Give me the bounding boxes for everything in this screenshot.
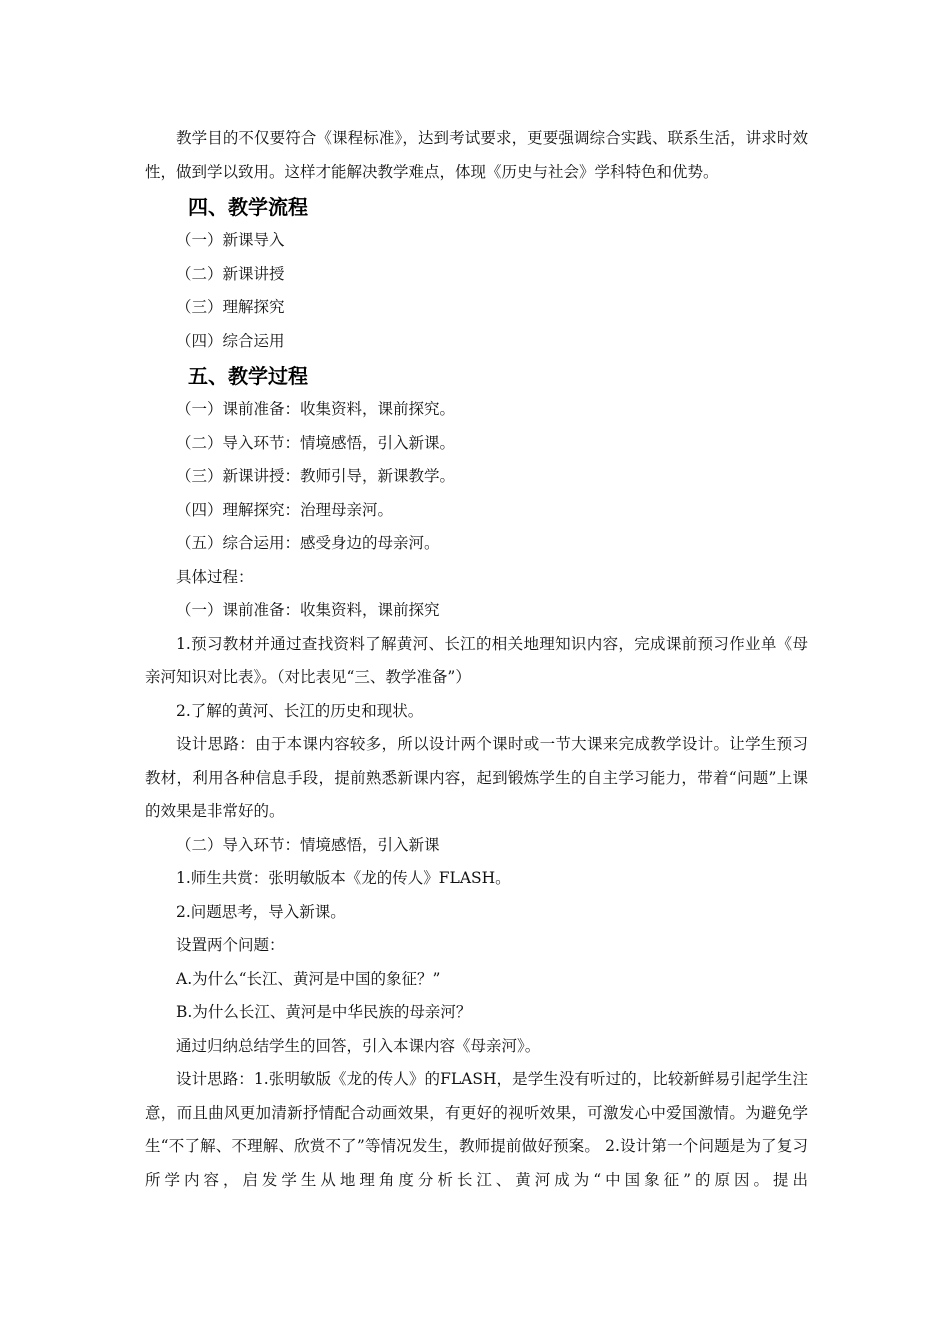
flow-item-4: （四）综合运用 [176, 331, 285, 350]
flow-item-3: （三）理解探究 [176, 298, 285, 316]
question-a: A.为什么“长江、黄河是中国的象征？” [176, 969, 441, 988]
part-2-design-note: 设计思路：1.张明敏版《龙的传人》的FLASH，是学生没有听过的，比较新鲜易引起学生注意，而且曲风更加清新抒情配合动画效果，有更好的视听效果，可激发心中爱国激情。为避免学生“不了解、不理解、欣赏不了”等情况发生，教师提前做好预案。 2.设计第一个问题是为了复习所学内容，启发学生从地理角度分析长江、黄河成为“中国象征”的原因。提出 [145, 1070, 808, 1189]
part-1-design-note: 设计思路：由于本课内容较多，所以设计两个课时或一节大课来完成教学设计。让学生预习教材，利用各种信息手段，提前熟悉新课内容，起到锻炼学生的自主学习能力，带着“问题”上课的效果是非常好的。 [145, 735, 808, 820]
part-2-title: （二）导入环节：情境感悟，引入新课 [176, 835, 440, 854]
part-2-paragraph-1: 1.师生共赏：张明敏版本《龙的传人》FLASH。 [176, 869, 511, 887]
process-item-1: （一）课前准备：收集资料，课前探究。 [176, 400, 456, 418]
section-4-heading: 四、教学流程 [188, 195, 308, 219]
process-item-2: （二）导入环节：情境感悟，引入新课。 [176, 433, 456, 452]
process-item-4: （四）理解探究：治理母亲河。 [176, 500, 394, 519]
part-2-paragraph-3: 设置两个问题： [176, 936, 285, 954]
part-2-paragraph-4: 通过归纳总结学生的回答，引入本课内容《母亲河》。 [176, 1036, 541, 1055]
process-item-3: （三）新课讲授：教师引导，新课教学。 [176, 467, 456, 485]
intro-paragraph: 教学目的不仅要符合《课程标准》，达到考试要求，更要强调综合实践、联系生活，讲求时效性，做到学以致用。这样才能解决教学难点，体现《历史与社会》学科特色和优势。 [145, 129, 808, 181]
document-body [145, 122, 808, 1197]
section-5-heading: 五、教学过程 [188, 364, 308, 388]
part-1-paragraph-1: 1.预习教材并通过查找资料了解黄河、长江的相关地理知识内容，完成课前预习作业单《母亲河知识对比表》。（对比表见“三、教学准备”） [145, 634, 808, 686]
detail-label: 具体过程： [176, 567, 254, 586]
flow-item-1: （一）新课导入 [176, 231, 285, 249]
part-2-paragraph-2: 2.问题思考，导入新课。 [176, 902, 346, 921]
process-item-5: （五）综合运用：感受身边的母亲河。 [176, 534, 440, 552]
flow-item-2: （二）新课讲授 [176, 264, 285, 283]
question-b: B.为什么长江、黄河是中华民族的母亲河？ [176, 1003, 472, 1021]
part-1-paragraph-2: 2.了解的黄河、长江的历史和现状。 [176, 701, 424, 720]
part-1-title: （一）课前准备：收集资料，课前探究 [176, 601, 440, 619]
